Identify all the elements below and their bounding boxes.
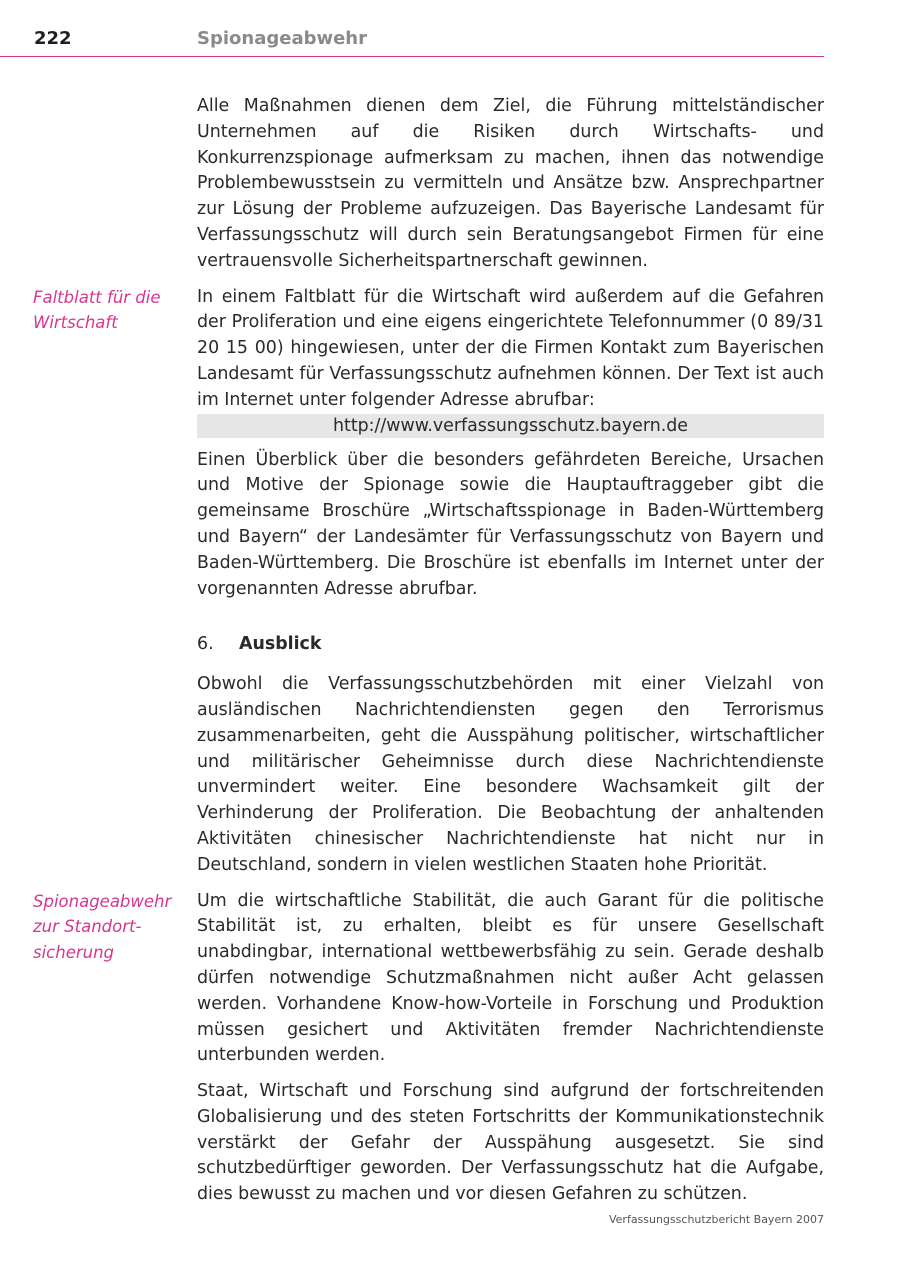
paragraph-2: In einem Faltblatt für die Wirtschaft wird außerdem auf die Gefahren der Proliferation und eine eigens eingerichtete Telefonnummer (0 89/31 20 15 00) hingewiesen, unter der die Firmen Kontakt zum Bayerischen Landesamt für Verfassungsschutz aufnehmen können. Der Text ist auch im Internet unter folgender Adresse abrufbar: (197, 286, 824, 410)
paragraph-2-block (33, 285, 824, 414)
running-head: Spionageabwehr (197, 28, 367, 49)
margin-note-line: zur Standort- (33, 917, 142, 937)
margin-note-line: Wirtschaft (33, 313, 118, 333)
section-heading (197, 632, 824, 658)
margin-note-spionageabwehr (33, 889, 183, 966)
paragraph-3: Einen Überblick über die besonders gefährdeten Bereiche, Ursachen und Motive der Spionage sowie die Hauptauftraggeber gibt die gemeinsame Broschüre „Wirtschaftsspionage in Baden-Württemberg und Bayern“ der Landesämter für Verfassungsschutz von Bayern und Baden-Württemberg. Die Broschüre ist ebenfalls im Internet unter der vorgenannten Adresse abrufbar. (197, 449, 824, 599)
footer: Verfassungsschutzbericht Bayern 2007 (608, 1213, 824, 1226)
section-number: 6. (197, 634, 214, 655)
paragraph-6: Staat, Wirtschaft und Forschung sind aufgrund der fortschreitenden Globalisierung und des steten Fortschritts der Kommunikationstechnik verstärkt der Gefahr der Ausspähung ausgesetzt. Sie sind schutzbedürftiger geworden. Der Verfassungsschutz hat die Aufgabe, dies bewusst zu machen und vor diesen Gefahren zu schützen. (197, 1081, 824, 1205)
margin-note-faltblatt (33, 285, 183, 337)
page-number: 222 (34, 28, 72, 49)
margin-note-line: Faltblatt für die (33, 287, 161, 307)
margin-note-line: Spionageabwehr (33, 891, 172, 911)
margin-note-line: sicherung (33, 943, 115, 963)
url-box: http://www.verfassungsschutz.bayern.de (197, 414, 824, 438)
section-title: Ausblick (239, 634, 322, 655)
paragraph-5: Um die wirtschaftliche Stabilität, die auch Garant für die politische Stabilität ist, zu erhalten, bleibt es für unsere Gesellschaft unabdingbar, international wettbewerbsfähig zu sein. Gerade deshalb dürfen notwendige Schutzmaßnahmen nicht außer Acht gelassen werden. Vorhandene Know-how-Vorteile in Forschung und Produktion müssen gesichert und Aktivitäten fremder Nachrichtendienste unterbunden werden. (197, 890, 824, 1066)
paragraph-1: Alle Maßnahmen dienen dem Ziel, die Führung mittelständischer Unternehmen auf die Risiken durch Wirtschafts- und Konkurrenzspionage aufmerksam zu machen, ihnen das notwendige Problembewusstsein zu vermitteln und Ansätze bzw. Ansprechpartner zur Lösung der Probleme aufzuzeigen. Das Bayerische Landesamt für Verfassungsschutz will durch sein Beratungsangebot Firmen für eine vertrauensvolle Sicherheitspartnerschaft gewinnen. (197, 96, 824, 271)
header-rule (0, 56, 824, 57)
body-text (33, 94, 824, 1218)
paragraph-4: Obwohl die Verfassungsschutzbehörden mit einer Vielzahl von ausländischen Nachrichtendiensten gegen den Terrorismus zusammenarbeiten, geht die Ausspähung politischer, wirtschaftlicher und militärischer Geheimnisse durch diese Nachrichtendienste unvermindert weiter. Eine besondere Wachsamkeit gilt der Verhinderung der Proliferation. Die Beobachtung der anhaltenden Aktivitäten chinesischer Nachrichtendienste hat nicht nur in Deutschland, sondern in vielen westlichen Staaten hohe Priorität. (197, 674, 824, 875)
paragraph-5-block (33, 889, 824, 1070)
